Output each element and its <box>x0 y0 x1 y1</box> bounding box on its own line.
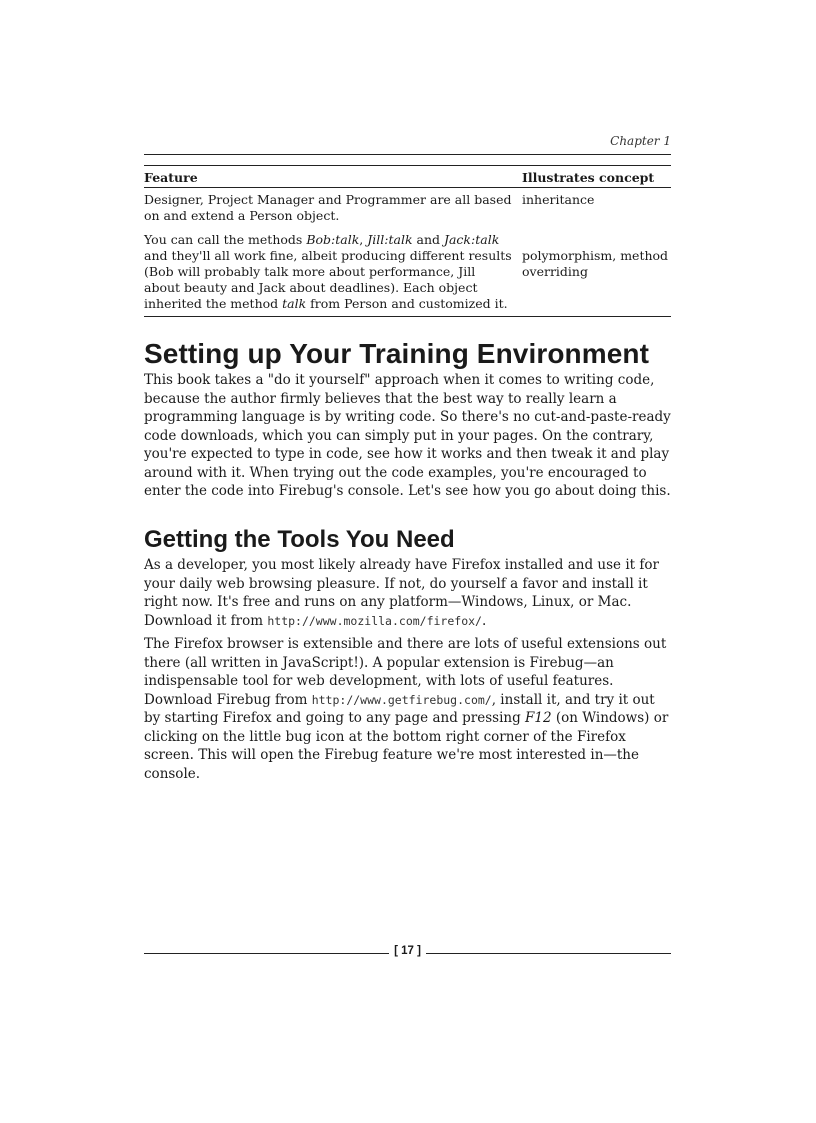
chapter-label: Chapter 1 <box>610 134 671 148</box>
paragraph-firefox <box>144 556 671 630</box>
text-run: , <box>359 232 368 247</box>
table-header-row <box>144 166 671 188</box>
text-run: . <box>481 612 487 629</box>
feature-table <box>144 165 671 317</box>
paragraph-firebug <box>144 635 671 783</box>
table-row <box>144 228 671 317</box>
method-name: Bob:talk <box>306 232 360 247</box>
paragraph-setting-up: This book takes a "do it yourself" approach when it comes to writing code, because the author firmly believes that the best way to really learn a programming language is by writing code. So there's no cut-and-paste-ready code downloads, which you can simply put in your pages. On the contrary, you're expected to type in code, see how it works and then tweak it and play around with it. When trying out the code examples, you're encouraged to enter the code into Firebug's console. Let's see how you go about doing this. <box>144 372 671 499</box>
text-run: , install it, and try it out by starting Firefox and going to any page and pressing <box>144 691 655 726</box>
concept-cell: polymorphism, method overriding <box>522 228 671 317</box>
firefox-url[interactable]: http://www.mozilla.com/firefox/ <box>267 613 482 628</box>
method-name: talk <box>282 296 307 311</box>
footer-rule-right <box>426 953 671 954</box>
section-heading-tools: Getting the Tools You Need <box>144 526 455 553</box>
text-run: (on Windows) or clicking on the little bug icon at the bottom right corner of the Firefox screen. This will open the Firebug feature we're most interested in—the console. <box>144 710 669 782</box>
firebug-url[interactable]: http://www.getfirebug.com/ <box>311 692 492 707</box>
text-run: and they'll all work fine, albeit producing different results (Bob will probably talk more about performance, Jill about beauty and Jack about deadlines). Each object inherited the method <box>144 248 512 311</box>
column-header-concept: Illustrates concept <box>522 166 671 188</box>
key-name: F12 <box>525 710 552 726</box>
section-heading-setting-up: Setting up Your Training Environment <box>144 338 650 369</box>
text-run: from Person and customized it. <box>306 296 508 311</box>
method-name: Jill:talk <box>367 232 413 247</box>
table-row <box>144 188 671 229</box>
text-run: As a developer, you most likely already have Firefox installed and use it for your daily web browsing pleasure. If not, do yourself a favor and install it right now. It's free and runs on any platform—Windows, Linux, or Mac. Download it from <box>144 557 659 629</box>
method-name: Jack:talk <box>443 232 500 247</box>
page-number: [ 17 ] <box>394 945 421 957</box>
page-footer <box>144 944 671 964</box>
concept-cell: inheritance <box>522 192 595 207</box>
text-run: The Firefox browser is extensible and there are lots of useful extensions out there (all written in JavaScript!). A popular extension is Firebug—an indispensable tool for web development, with lots of useful features. Download Firebug from <box>144 636 667 708</box>
column-header-feature: Feature <box>144 166 522 188</box>
text-run: You can call the methods <box>144 232 307 247</box>
feature-cell: Designer, Project Manager and Programmer are all based on and extend a Person object. <box>144 192 512 223</box>
running-head <box>144 132 671 155</box>
text-run: and <box>412 232 444 247</box>
feature-cell <box>144 228 522 317</box>
